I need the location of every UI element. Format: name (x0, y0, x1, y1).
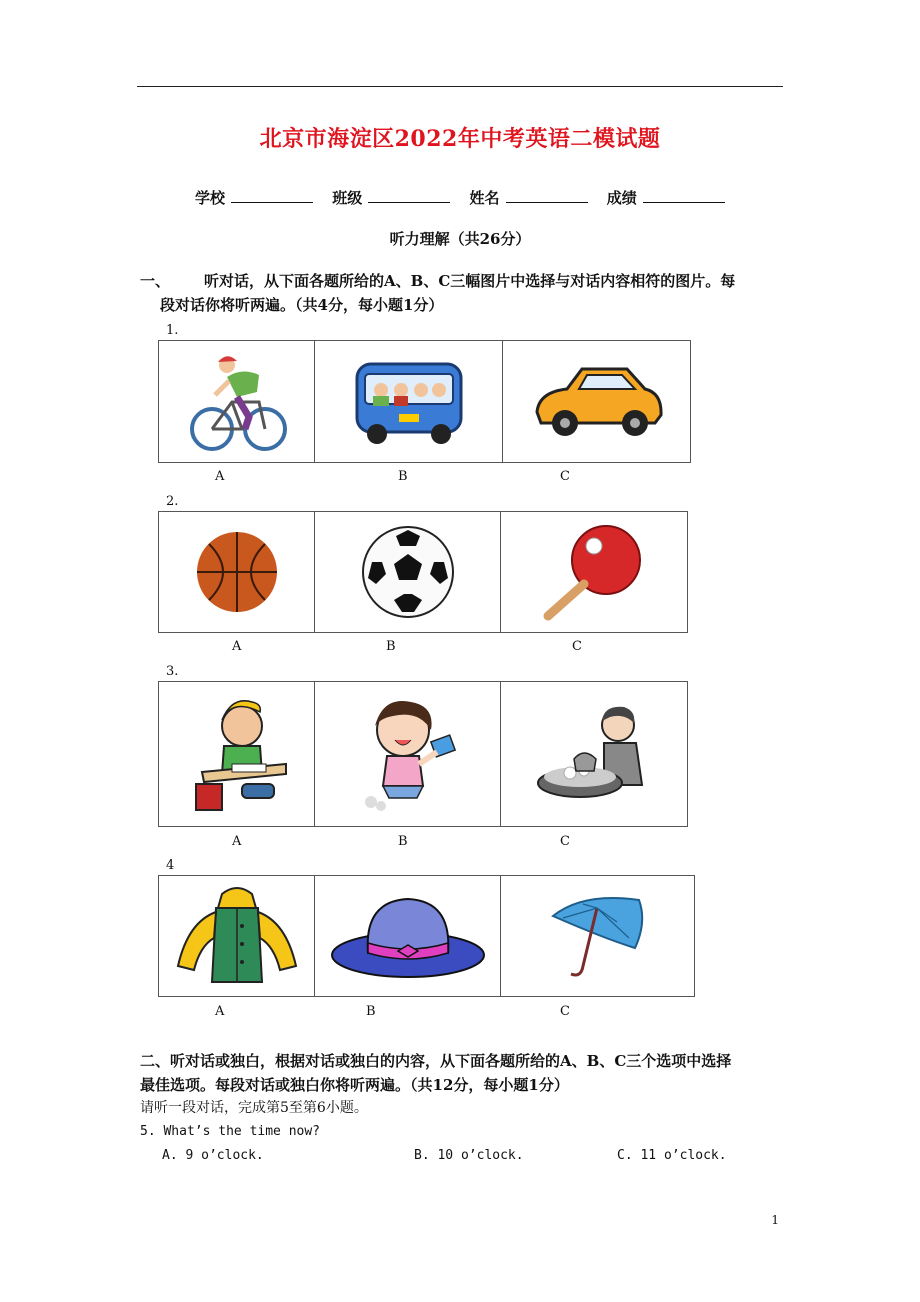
picture-options-table (158, 340, 691, 463)
part1-number: 一、 (140, 272, 171, 290)
section-heading: 听力理解（共26分） (389, 230, 531, 248)
score-blank[interactable] (643, 188, 725, 203)
hat-icon (328, 891, 488, 981)
question-5-option-c[interactable]: C. 11 o’clock. (617, 1148, 727, 1163)
picture-options-table (158, 681, 688, 827)
option-label-a: A (232, 639, 242, 654)
option-label-c: C (572, 639, 582, 654)
jacket-icon (172, 886, 302, 986)
question-5-stem: 5. What’s the time now? (140, 1124, 321, 1139)
option-label-a: A (215, 469, 225, 484)
question-number: 2. (166, 494, 179, 509)
option-cell[interactable] (501, 512, 688, 633)
part1-instruction-line1: 听对话，从下面各题所给的A、B、C三幅图片中选择与对话内容相符的图片。每 (204, 272, 736, 290)
bus-icon (349, 352, 469, 452)
part2-sub-instruction: 请听一段对话，完成第5至第6小题。 (140, 1100, 368, 1116)
question-5-option-b[interactable]: B. 10 o’clock. (414, 1148, 524, 1163)
score-label: 成绩 (606, 189, 637, 207)
option-cell[interactable] (503, 341, 691, 463)
option-label-a: A (215, 1004, 225, 1019)
girl-cleaning-icon (353, 694, 463, 814)
page-number: 1 (771, 1213, 779, 1227)
option-label-c: C (560, 1004, 570, 1019)
umbrella-icon (543, 886, 653, 986)
picture-options-table (158, 875, 695, 997)
cyclist-icon (187, 347, 287, 457)
option-cell[interactable] (315, 512, 501, 633)
option-label-c: C (560, 469, 570, 484)
school-label: 学校 (195, 189, 226, 207)
option-cell[interactable] (159, 512, 315, 633)
name-blank[interactable] (506, 188, 588, 203)
option-cell[interactable] (501, 682, 688, 827)
car-icon (527, 357, 667, 447)
option-cell[interactable] (159, 682, 315, 827)
name-label: 姓名 (469, 189, 500, 207)
option-cell[interactable] (501, 876, 695, 997)
option-cell[interactable] (315, 876, 501, 997)
question-5-option-a[interactable]: A. 9 o’clock. (162, 1148, 264, 1163)
option-label-b: B (386, 639, 396, 654)
class-blank[interactable] (368, 188, 450, 203)
option-label-b: B (398, 469, 408, 484)
option-cell[interactable] (159, 876, 315, 997)
part1-instruction-line2: 段对话你将听两遍。（共4分，每小题1分） (160, 296, 444, 314)
part2-instruction-line1: 二、听对话或独白，根据对话或独白的内容，从下面各题所给的A、B、C三个选项中选择 (140, 1052, 732, 1070)
school-blank[interactable] (231, 188, 313, 203)
option-label-a: A (232, 834, 242, 849)
question-number: 3. (166, 664, 179, 679)
option-cell[interactable] (159, 341, 315, 463)
option-cell[interactable] (315, 341, 503, 463)
question-number: 4 (166, 858, 175, 873)
picture-options-table (158, 511, 688, 633)
question-number: 1. (166, 323, 179, 338)
class-label: 班级 (332, 189, 363, 207)
page-title: 北京市海淀区2022年中考英语二模试题 (259, 126, 661, 152)
option-label-b: B (398, 834, 408, 849)
option-label-c: C (560, 834, 570, 849)
ping-pong-paddle-icon (534, 522, 654, 622)
top-rule (137, 86, 783, 87)
student-info-line (195, 187, 739, 208)
boy-at-desk-icon (182, 694, 292, 814)
option-label-b: B (366, 1004, 376, 1019)
soccer-ball-icon (358, 522, 458, 622)
basketball-icon (192, 527, 282, 617)
part2-instruction-line2: 最佳选项。每段对话或独白你将听两遍。（共12分，每小题1分） (140, 1076, 569, 1094)
man-washing-icon (534, 699, 654, 809)
option-cell[interactable] (315, 682, 501, 827)
